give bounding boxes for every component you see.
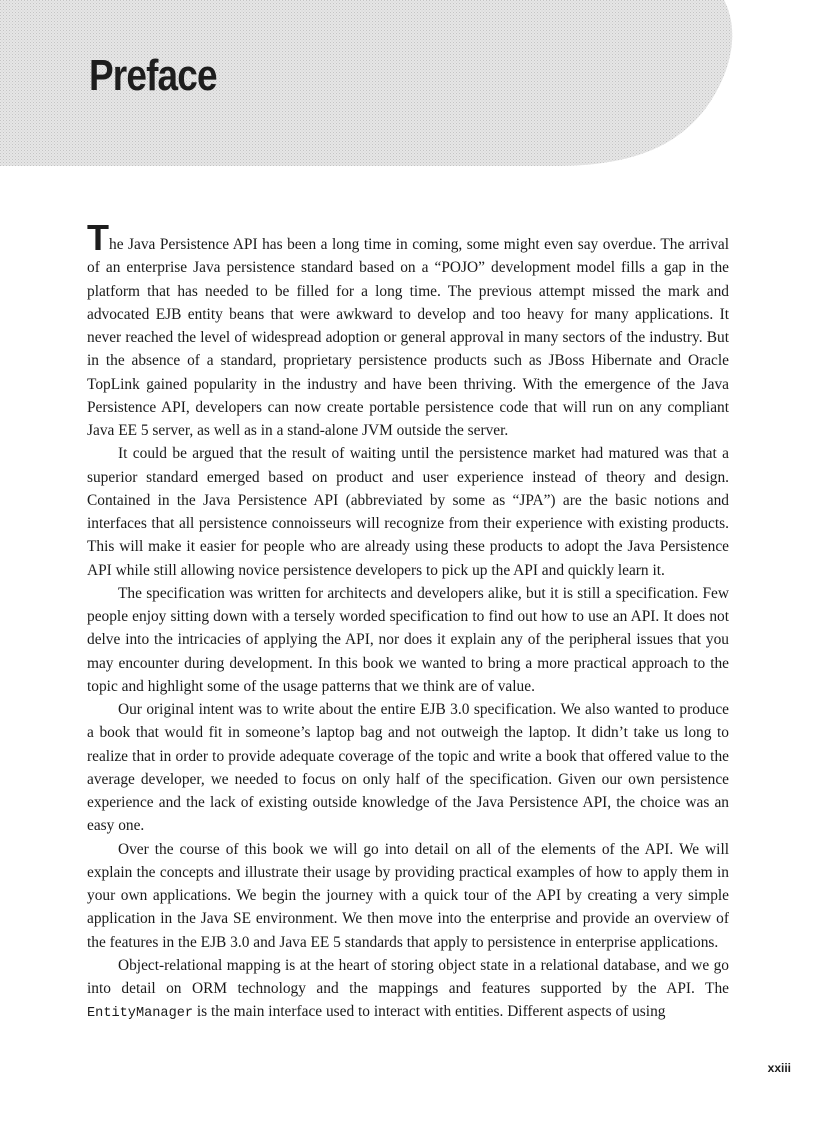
paragraph-2: It could be argued that the result of waiting until the persistence market had matured was that a superior standard emerged based on product and user experience instead of theory and design. Contained in the Java Persistence API (abbreviated by some as “JPA”) are the basic notions and interfaces that all persistence connoisseurs will recognize from their experience with existing products. This will make it easier for people who are already using these products to adopt the Java Persistence API while still allowing novice persistence developers to pick up the API and quickly learn it. <box>87 445 729 579</box>
paragraph-1 <box>87 217 729 442</box>
paragraph-3: The specification was written for architects and developers alike, but it is still a specification. Few people enjoy sitting down with a tersely worded specification to find out how to use an API. It does not delve into the intricacies of applying the API, nor does it explain any of the peripheral issues that you may encounter during development. In this book we wanted to bring a more practical approach to the topic and highlight some of the usage patterns that we think are of value. <box>87 584 729 695</box>
header-shape <box>0 0 816 200</box>
paragraph-4: Our original intent was to write about the entire EJB 3.0 specification. We also wanted to produce a book that would fit in someone’s laptop bag and not outweigh the laptop. It didn’t take us long to realize that in order to provide adequate coverage of the topic and write a book that offered value to the average developer, we needed to focus on only half of the specification. Given our own persistence experience and the lack of existing outside knowledge of the Java Persistence API, the choice was an easy one. <box>87 701 729 835</box>
drop-cap: T <box>87 217 109 258</box>
paragraph-6-text-start: Object-relational mapping is at the heart of storing object state in a relational database, and we go into detail on ORM technology and the mappings and features supported by the API. The <box>87 956 729 997</box>
preface-body <box>87 217 729 1026</box>
paragraph-6 <box>87 954 729 1026</box>
code-entitymanager: EntityManager <box>87 1006 194 1022</box>
paragraph-1-text: he Java Persistence API has been a long time in coming, some might even say overdue. The arrival of an enterprise Java persistence standard based on a “POJO” development model fills a gap in the platform that has needed to be filled for a long time. The previous attempt missed the mark and advocated EJB entity beans that were awkward to develop and too heavy for many applications. It never reached the level of widespread adoption or general approval in many sectors of the industry. But in the absence of a standard, proprietary persistence products such as JBoss Hibernate and Oracle TopLink gained popularity in the industry and have been thriving. With the emergence of the Java Persistence API, developers can now create portable persistence code that will run on any compliant Java EE 5 server, as well as in a stand-alone JVM outside the server. <box>87 236 729 439</box>
chapter-title: Preface <box>89 51 217 100</box>
paragraph-5: Over the course of this book we will go into detail on all of the elements of the API. We will explain the concepts and illustrate their usage by providing practical examples of how to apply them in your own applications. We begin the journey with a quick tour of the API by creating a very simple application in the Java SE environment. We then move into the enterprise and provide an overview of the features in the EJB 3.0 and Java EE 5 standards that apply to persistence in enterprise applications. <box>87 840 729 951</box>
page-number: xxiii <box>767 1061 791 1075</box>
paragraph-6-text-end: is the main interface used to interact with entities. Different aspects of using <box>193 1003 666 1021</box>
chapter-header-band <box>0 0 816 200</box>
